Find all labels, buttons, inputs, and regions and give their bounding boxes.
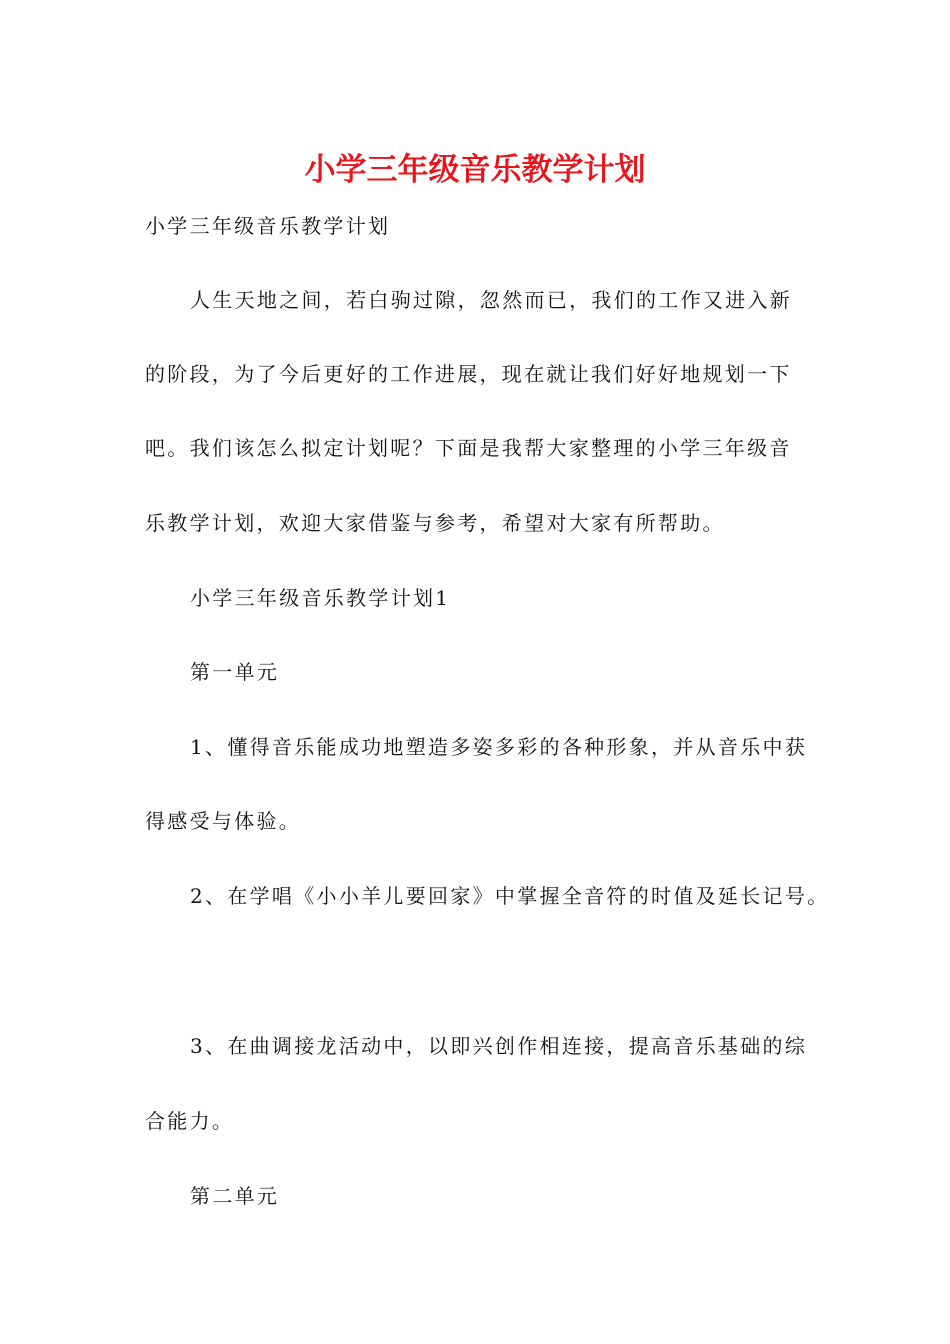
section-heading: 小学三年级音乐教学计划1 xyxy=(190,586,451,610)
unit-heading: 第一单元 xyxy=(190,660,280,684)
list-item-line: 3、在曲调接龙活动中，以即兴创作相连接，提高音乐基础的综 xyxy=(190,1034,808,1058)
paragraph-line: 的阶段，为了今后更好的工作进展，现在就让我们好好地规划一下 xyxy=(145,362,792,386)
document-title: 小学三年级音乐教学计划 xyxy=(304,152,646,188)
paragraph-line: 吧。我们该怎么拟定计划呢？下面是我帮大家整理的小学三年级音 xyxy=(145,436,792,460)
unit-heading: 第二单元 xyxy=(190,1184,280,1208)
list-item-line: 2、在学唱《小小羊儿要回家》中掌握全音符的时值及延长记号。 xyxy=(190,884,830,908)
paragraph-line: 人生天地之间，若白驹过隙，忽然而已，我们的工作又进入新 xyxy=(190,288,793,312)
document-subtitle: 小学三年级音乐教学计划 xyxy=(145,214,391,238)
list-item-line: 得感受与体验。 xyxy=(145,809,302,833)
list-item-line: 1、懂得音乐能成功地塑造多姿多彩的各种形象，并从音乐中获 xyxy=(190,735,808,759)
paragraph-line: 乐教学计划，欢迎大家借鉴与参考，希望对大家有所帮助。 xyxy=(145,511,725,535)
list-item-line: 合能力。 xyxy=(145,1109,235,1133)
